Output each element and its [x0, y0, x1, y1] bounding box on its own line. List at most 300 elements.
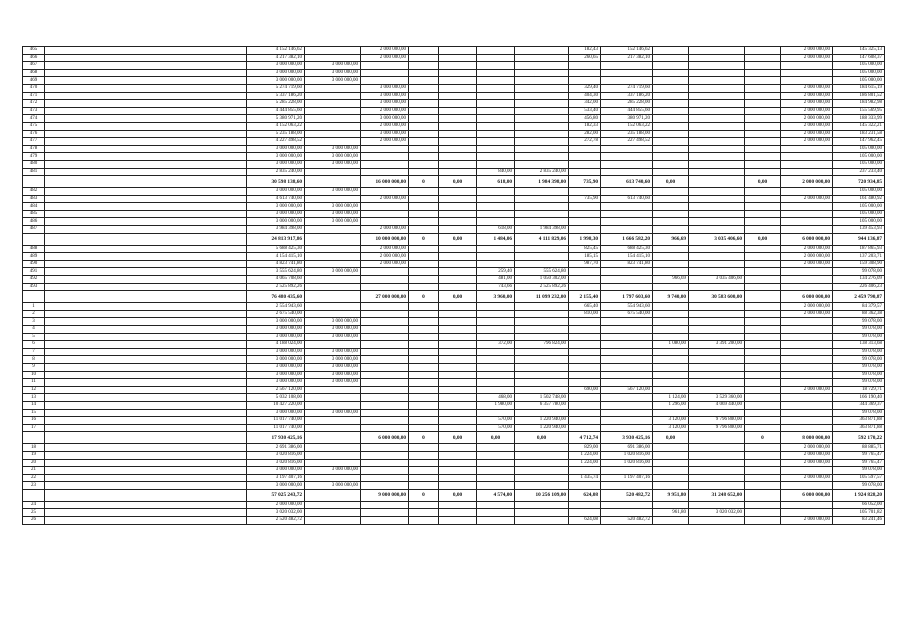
amount-cell: 4 574,00	[477, 489, 515, 501]
table-row	[23, 459, 885, 467]
amount-cell	[745, 291, 781, 303]
amount-cell: 99 078,00	[833, 356, 885, 364]
amount-cell: 3 020 816,00	[247, 451, 305, 459]
amount-cell	[439, 467, 477, 475]
amount-cell	[653, 348, 689, 356]
amount-cell: 2 155,40	[569, 291, 601, 303]
amount-cell	[477, 130, 515, 138]
amount-cell: 823 741,80	[601, 260, 653, 268]
amount-cell	[361, 467, 409, 475]
amount-cell	[653, 386, 689, 394]
amount-cell	[515, 303, 569, 311]
amount-cell	[439, 115, 477, 123]
amount-cell: 961,80	[653, 509, 689, 517]
table-row	[23, 501, 885, 509]
amount-cell	[745, 386, 781, 394]
row-number: 14	[23, 401, 45, 409]
amount-cell: 147 608,37	[833, 54, 885, 62]
table-row	[23, 509, 885, 517]
amount-cell: 944 136,87	[833, 233, 885, 245]
table-row	[23, 326, 885, 334]
amount-cell	[409, 501, 439, 509]
amount-cell	[515, 517, 569, 525]
amount-cell: 2 000 000,00	[781, 115, 833, 123]
amount-cell	[601, 62, 653, 70]
amount-cell	[409, 115, 439, 123]
amount-cell	[781, 318, 833, 326]
table-row	[23, 107, 885, 115]
amount-cell	[781, 467, 833, 475]
amount-cell	[781, 62, 833, 70]
amount-cell: 363 871,88	[833, 417, 885, 425]
amount-cell	[745, 310, 781, 318]
table-row	[23, 371, 885, 379]
amount-cell: 145 325,13	[833, 47, 885, 55]
amount-cell	[689, 517, 745, 525]
amount-cell: 1 050 302,00	[515, 276, 569, 284]
address-cell	[45, 417, 247, 425]
amount-cell: 155 569,95	[833, 107, 885, 115]
amount-cell	[515, 386, 569, 394]
amount-cell	[569, 226, 601, 234]
address-cell	[45, 54, 247, 62]
amount-cell	[689, 379, 745, 387]
amount-cell	[781, 268, 833, 276]
amount-cell	[653, 168, 689, 176]
table-row	[23, 386, 885, 394]
table-row	[23, 401, 885, 409]
amount-cell	[305, 291, 361, 303]
amount-cell	[439, 122, 477, 130]
amount-cell: 88 885,71	[833, 444, 885, 452]
amount-cell	[689, 54, 745, 62]
amount-cell	[569, 318, 601, 326]
amount-cell: 3 000 000,00	[305, 210, 361, 218]
amount-cell: 10 000 000,00	[361, 233, 409, 245]
amount-cell	[653, 482, 689, 490]
amount-cell	[409, 386, 439, 394]
amount-cell	[745, 47, 781, 55]
amount-cell: 274 719,60	[601, 84, 653, 92]
amount-cell: 4 444 855,60	[247, 107, 305, 115]
amount-cell: 76 480 435,60	[247, 291, 305, 303]
amount-cell	[689, 77, 745, 85]
amount-cell	[409, 92, 439, 100]
amount-cell: 154 415,10	[601, 253, 653, 261]
amount-cell	[601, 424, 653, 432]
amount-cell	[409, 130, 439, 138]
amount-cell	[745, 394, 781, 402]
amount-cell	[781, 210, 833, 218]
amount-cell	[477, 451, 515, 459]
amount-cell	[409, 326, 439, 334]
amount-cell	[745, 424, 781, 432]
amount-cell: 3 000 000,00	[247, 218, 305, 226]
amount-cell: 1 020 816,00	[601, 459, 653, 467]
amount-cell: 2 000 000,00	[781, 122, 833, 130]
amount-cell	[409, 371, 439, 379]
amount-cell	[439, 459, 477, 467]
row-number: 473	[23, 107, 45, 115]
amount-cell: 2 525 892,26	[515, 283, 569, 291]
amount-cell	[515, 203, 569, 211]
amount-cell	[477, 318, 515, 326]
total-row	[23, 489, 885, 501]
table-row	[23, 145, 885, 153]
amount-cell	[689, 176, 745, 188]
amount-cell: 99 078,00	[833, 371, 885, 379]
amount-cell	[305, 276, 361, 284]
amount-cell	[653, 122, 689, 130]
table-row	[23, 517, 885, 525]
address-cell	[45, 138, 247, 146]
scan-top-margin	[0, 0, 904, 44]
row-number: 5	[23, 333, 45, 341]
row-number: 475	[23, 122, 45, 130]
amount-cell	[477, 356, 515, 364]
amount-cell: 675 540,00	[601, 310, 653, 318]
amount-cell: 272,78	[569, 138, 601, 146]
amount-cell: 5 274 719,60	[247, 84, 305, 92]
amount-cell: 1 220 940,00	[515, 424, 569, 432]
amount-cell	[689, 69, 745, 77]
amount-cell: 6 000 000,00	[781, 233, 833, 245]
amount-cell	[601, 401, 653, 409]
row-number: 11	[23, 379, 45, 387]
amount-cell: 31 248 652,00	[689, 489, 745, 501]
amount-cell	[653, 356, 689, 364]
amount-cell: 3 000 000,00	[247, 318, 305, 326]
row-number	[23, 432, 45, 444]
amount-cell	[409, 474, 439, 482]
amount-cell: 83 241,46	[833, 517, 885, 525]
address-cell	[45, 326, 247, 334]
amount-cell: 0,00	[477, 432, 515, 444]
address-cell	[45, 482, 247, 490]
amount-cell: 0,00	[745, 176, 781, 188]
address-cell	[45, 122, 247, 130]
address-cell	[45, 153, 247, 161]
amount-cell: 987,70	[569, 260, 601, 268]
amount-cell	[653, 517, 689, 525]
amount-cell: 285 228,00	[601, 100, 653, 108]
amount-cell	[515, 356, 569, 364]
amount-cell	[745, 371, 781, 379]
amount-cell	[439, 153, 477, 161]
amount-cell	[781, 401, 833, 409]
amount-cell: 5 688 425,30	[247, 245, 305, 253]
amount-cell	[361, 363, 409, 371]
amount-cell	[781, 283, 833, 291]
amount-cell	[745, 203, 781, 211]
row-number: 18	[23, 444, 45, 452]
address-cell	[45, 115, 247, 123]
amount-cell	[361, 145, 409, 153]
amount-cell: 840,00	[477, 168, 515, 176]
amount-cell	[515, 153, 569, 161]
amount-cell	[409, 517, 439, 525]
address-cell	[45, 226, 247, 234]
amount-cell: 4 069 440,00	[689, 401, 745, 409]
amount-cell: 2 000 000,00	[781, 310, 833, 318]
amount-cell	[409, 153, 439, 161]
amount-cell	[477, 107, 515, 115]
amount-cell: 5 285 228,00	[247, 100, 305, 108]
amount-cell	[409, 77, 439, 85]
amount-cell: 237 233,40	[833, 168, 885, 176]
amount-cell	[745, 145, 781, 153]
amount-cell	[477, 195, 515, 203]
amount-cell: 1 666 582,20	[601, 233, 653, 245]
amount-cell	[653, 409, 689, 417]
address-cell	[45, 218, 247, 226]
amount-cell	[439, 226, 477, 234]
amount-cell	[569, 348, 601, 356]
amount-cell: 2 000 000,00	[781, 138, 833, 146]
amount-cell	[439, 310, 477, 318]
amount-cell	[361, 451, 409, 459]
amount-cell	[515, 444, 569, 452]
amount-cell	[439, 474, 477, 482]
amount-cell	[409, 226, 439, 234]
amount-cell: 3 000 000,00	[361, 130, 409, 138]
address-cell	[45, 145, 247, 153]
amount-cell: 3 035 406,60	[689, 233, 745, 245]
amount-cell	[689, 203, 745, 211]
amount-cell	[745, 467, 781, 475]
amount-cell	[745, 409, 781, 417]
amount-cell	[409, 100, 439, 108]
amount-cell: 147 962,45	[833, 138, 885, 146]
amount-cell	[745, 303, 781, 311]
row-number: 467	[23, 62, 45, 70]
amount-cell	[601, 482, 653, 490]
amount-cell: 3 000 000,00	[247, 62, 305, 70]
amount-cell: 3 000 000,00	[305, 203, 361, 211]
amount-cell: 2 835 240,00	[515, 168, 569, 176]
address-cell	[45, 77, 247, 85]
address-cell	[45, 371, 247, 379]
row-number: 6	[23, 341, 45, 349]
amount-cell	[781, 394, 833, 402]
amount-cell	[601, 69, 653, 77]
amount-cell	[745, 489, 781, 501]
amount-cell	[305, 168, 361, 176]
amount-cell	[361, 333, 409, 341]
amount-cell	[689, 451, 745, 459]
amount-cell: 184 982,98	[833, 100, 885, 108]
amount-cell: 3 000 000,00	[247, 160, 305, 168]
amount-cell	[569, 417, 601, 425]
amount-cell: 2 000 000,00	[781, 451, 833, 459]
amount-cell: 9 796 800,00	[689, 424, 745, 432]
amount-cell	[745, 509, 781, 517]
amount-cell	[689, 444, 745, 452]
table-row	[23, 245, 885, 253]
amount-cell	[361, 303, 409, 311]
row-number: 12	[23, 386, 45, 394]
amount-cell	[515, 371, 569, 379]
amount-cell: 10 427 220,00	[247, 401, 305, 409]
amount-cell	[569, 333, 601, 341]
amount-cell: 665,40	[569, 303, 601, 311]
amount-cell: 3 000 000,00	[247, 379, 305, 387]
amount-cell	[601, 363, 653, 371]
row-number: 478	[23, 145, 45, 153]
amount-cell	[409, 62, 439, 70]
amount-cell	[653, 467, 689, 475]
amount-cell: 105 000,00	[833, 188, 885, 196]
table-row	[23, 62, 885, 70]
amount-cell	[515, 210, 569, 218]
amount-cell: 570,00	[477, 424, 515, 432]
address-cell	[45, 363, 247, 371]
amount-cell	[781, 153, 833, 161]
amount-cell: 2 000 000,00	[361, 54, 409, 62]
amount-cell	[689, 100, 745, 108]
amount-cell	[305, 394, 361, 402]
amount-cell	[361, 401, 409, 409]
amount-cell: 259,40	[477, 268, 515, 276]
address-cell	[45, 379, 247, 387]
amount-cell: 554 943,60	[601, 303, 653, 311]
row-number: 4	[23, 326, 45, 334]
amount-cell	[361, 356, 409, 364]
amount-cell: 613 740,60	[601, 176, 653, 188]
address-cell	[45, 84, 247, 92]
amount-cell	[409, 394, 439, 402]
amount-cell	[515, 474, 569, 482]
amount-cell	[689, 459, 745, 467]
amount-cell: 2 000 000,00	[781, 474, 833, 482]
table-row	[23, 168, 885, 176]
address-cell	[45, 69, 247, 77]
amount-cell: 3 000 000,00	[305, 318, 361, 326]
table-row	[23, 482, 885, 490]
amount-cell: 0,00	[515, 432, 569, 444]
amount-cell: 2 000 000,00	[361, 122, 409, 130]
amount-cell: 444 855,60	[601, 107, 653, 115]
amount-cell	[569, 160, 601, 168]
amount-cell	[689, 218, 745, 226]
amount-cell	[409, 424, 439, 432]
row-number: 479	[23, 153, 45, 161]
amount-cell: 1 797 603,60	[601, 291, 653, 303]
amount-cell	[477, 100, 515, 108]
row-number: 482	[23, 188, 45, 196]
address-cell	[45, 509, 247, 517]
amount-cell: 0,00	[745, 233, 781, 245]
amount-cell: 1 924 828,20	[833, 489, 885, 501]
amount-cell: 3 000 000,00	[305, 62, 361, 70]
amount-cell	[745, 245, 781, 253]
amount-cell: 0,00	[653, 432, 689, 444]
amount-cell	[569, 409, 601, 417]
amount-cell	[439, 218, 477, 226]
amount-cell	[515, 318, 569, 326]
table-row	[23, 409, 885, 417]
amount-cell	[515, 260, 569, 268]
address-cell	[45, 176, 247, 188]
amount-cell	[477, 501, 515, 509]
row-number: 3	[23, 318, 45, 326]
amount-cell	[653, 54, 689, 62]
address-cell	[45, 253, 247, 261]
amount-cell: 187 865,93	[833, 245, 885, 253]
amount-cell	[305, 459, 361, 467]
amount-cell: 2 000 000,00	[781, 303, 833, 311]
amount-cell: 3 000 000,00	[305, 160, 361, 168]
table-row	[23, 260, 885, 268]
amount-cell: 2 000 000,00	[361, 138, 409, 146]
amount-cell	[305, 138, 361, 146]
amount-cell: 3 000 000,00	[247, 69, 305, 77]
amount-cell	[745, 69, 781, 77]
amount-cell	[477, 333, 515, 341]
amount-cell	[601, 501, 653, 509]
amount-cell: 217 382,10	[601, 54, 653, 62]
amount-cell: 185,15	[569, 253, 601, 261]
amount-cell	[689, 283, 745, 291]
amount-cell	[477, 115, 515, 123]
row-number: 466	[23, 54, 45, 62]
amount-cell: 9 000 000,00	[361, 489, 409, 501]
amount-cell: 618,00	[477, 176, 515, 188]
amount-cell: 2 000 000,00	[781, 253, 833, 261]
amount-cell	[477, 444, 515, 452]
amount-cell	[781, 333, 833, 341]
amount-cell: 3 020 032,00	[689, 509, 745, 517]
amount-cell	[689, 122, 745, 130]
amount-cell	[305, 444, 361, 452]
amount-cell: 720 934,85	[833, 176, 885, 188]
amount-cell	[781, 160, 833, 168]
row-number	[23, 176, 45, 188]
amount-cell: 105 000,00	[833, 210, 885, 218]
amount-cell	[439, 482, 477, 490]
amount-cell	[361, 218, 409, 226]
amount-cell	[569, 188, 601, 196]
amount-cell	[409, 145, 439, 153]
amount-cell	[569, 467, 601, 475]
amount-cell	[653, 203, 689, 211]
amount-cell: 17 930 425,16	[247, 432, 305, 444]
address-cell	[45, 517, 247, 525]
total-row	[23, 432, 885, 444]
amount-cell	[689, 260, 745, 268]
address-cell	[45, 188, 247, 196]
amount-cell: 3 000 000,00	[247, 210, 305, 218]
amount-cell: 105 000,00	[833, 145, 885, 153]
address-cell	[45, 348, 247, 356]
amount-cell	[305, 501, 361, 509]
amount-cell	[361, 417, 409, 425]
amount-cell	[361, 283, 409, 291]
amount-cell: 520 482,72	[601, 489, 653, 501]
amount-cell	[689, 356, 745, 364]
address-cell	[45, 245, 247, 253]
row-number: 483	[23, 195, 45, 203]
amount-cell	[409, 268, 439, 276]
amount-cell	[439, 356, 477, 364]
amount-cell: 105 000,00	[833, 69, 885, 77]
amount-cell	[601, 168, 653, 176]
amount-cell: 404,30	[569, 92, 601, 100]
amount-cell: 4 152 146,62	[247, 47, 305, 55]
amount-cell: 3 000 000,00	[361, 100, 409, 108]
address-cell	[45, 310, 247, 318]
amount-cell	[745, 100, 781, 108]
